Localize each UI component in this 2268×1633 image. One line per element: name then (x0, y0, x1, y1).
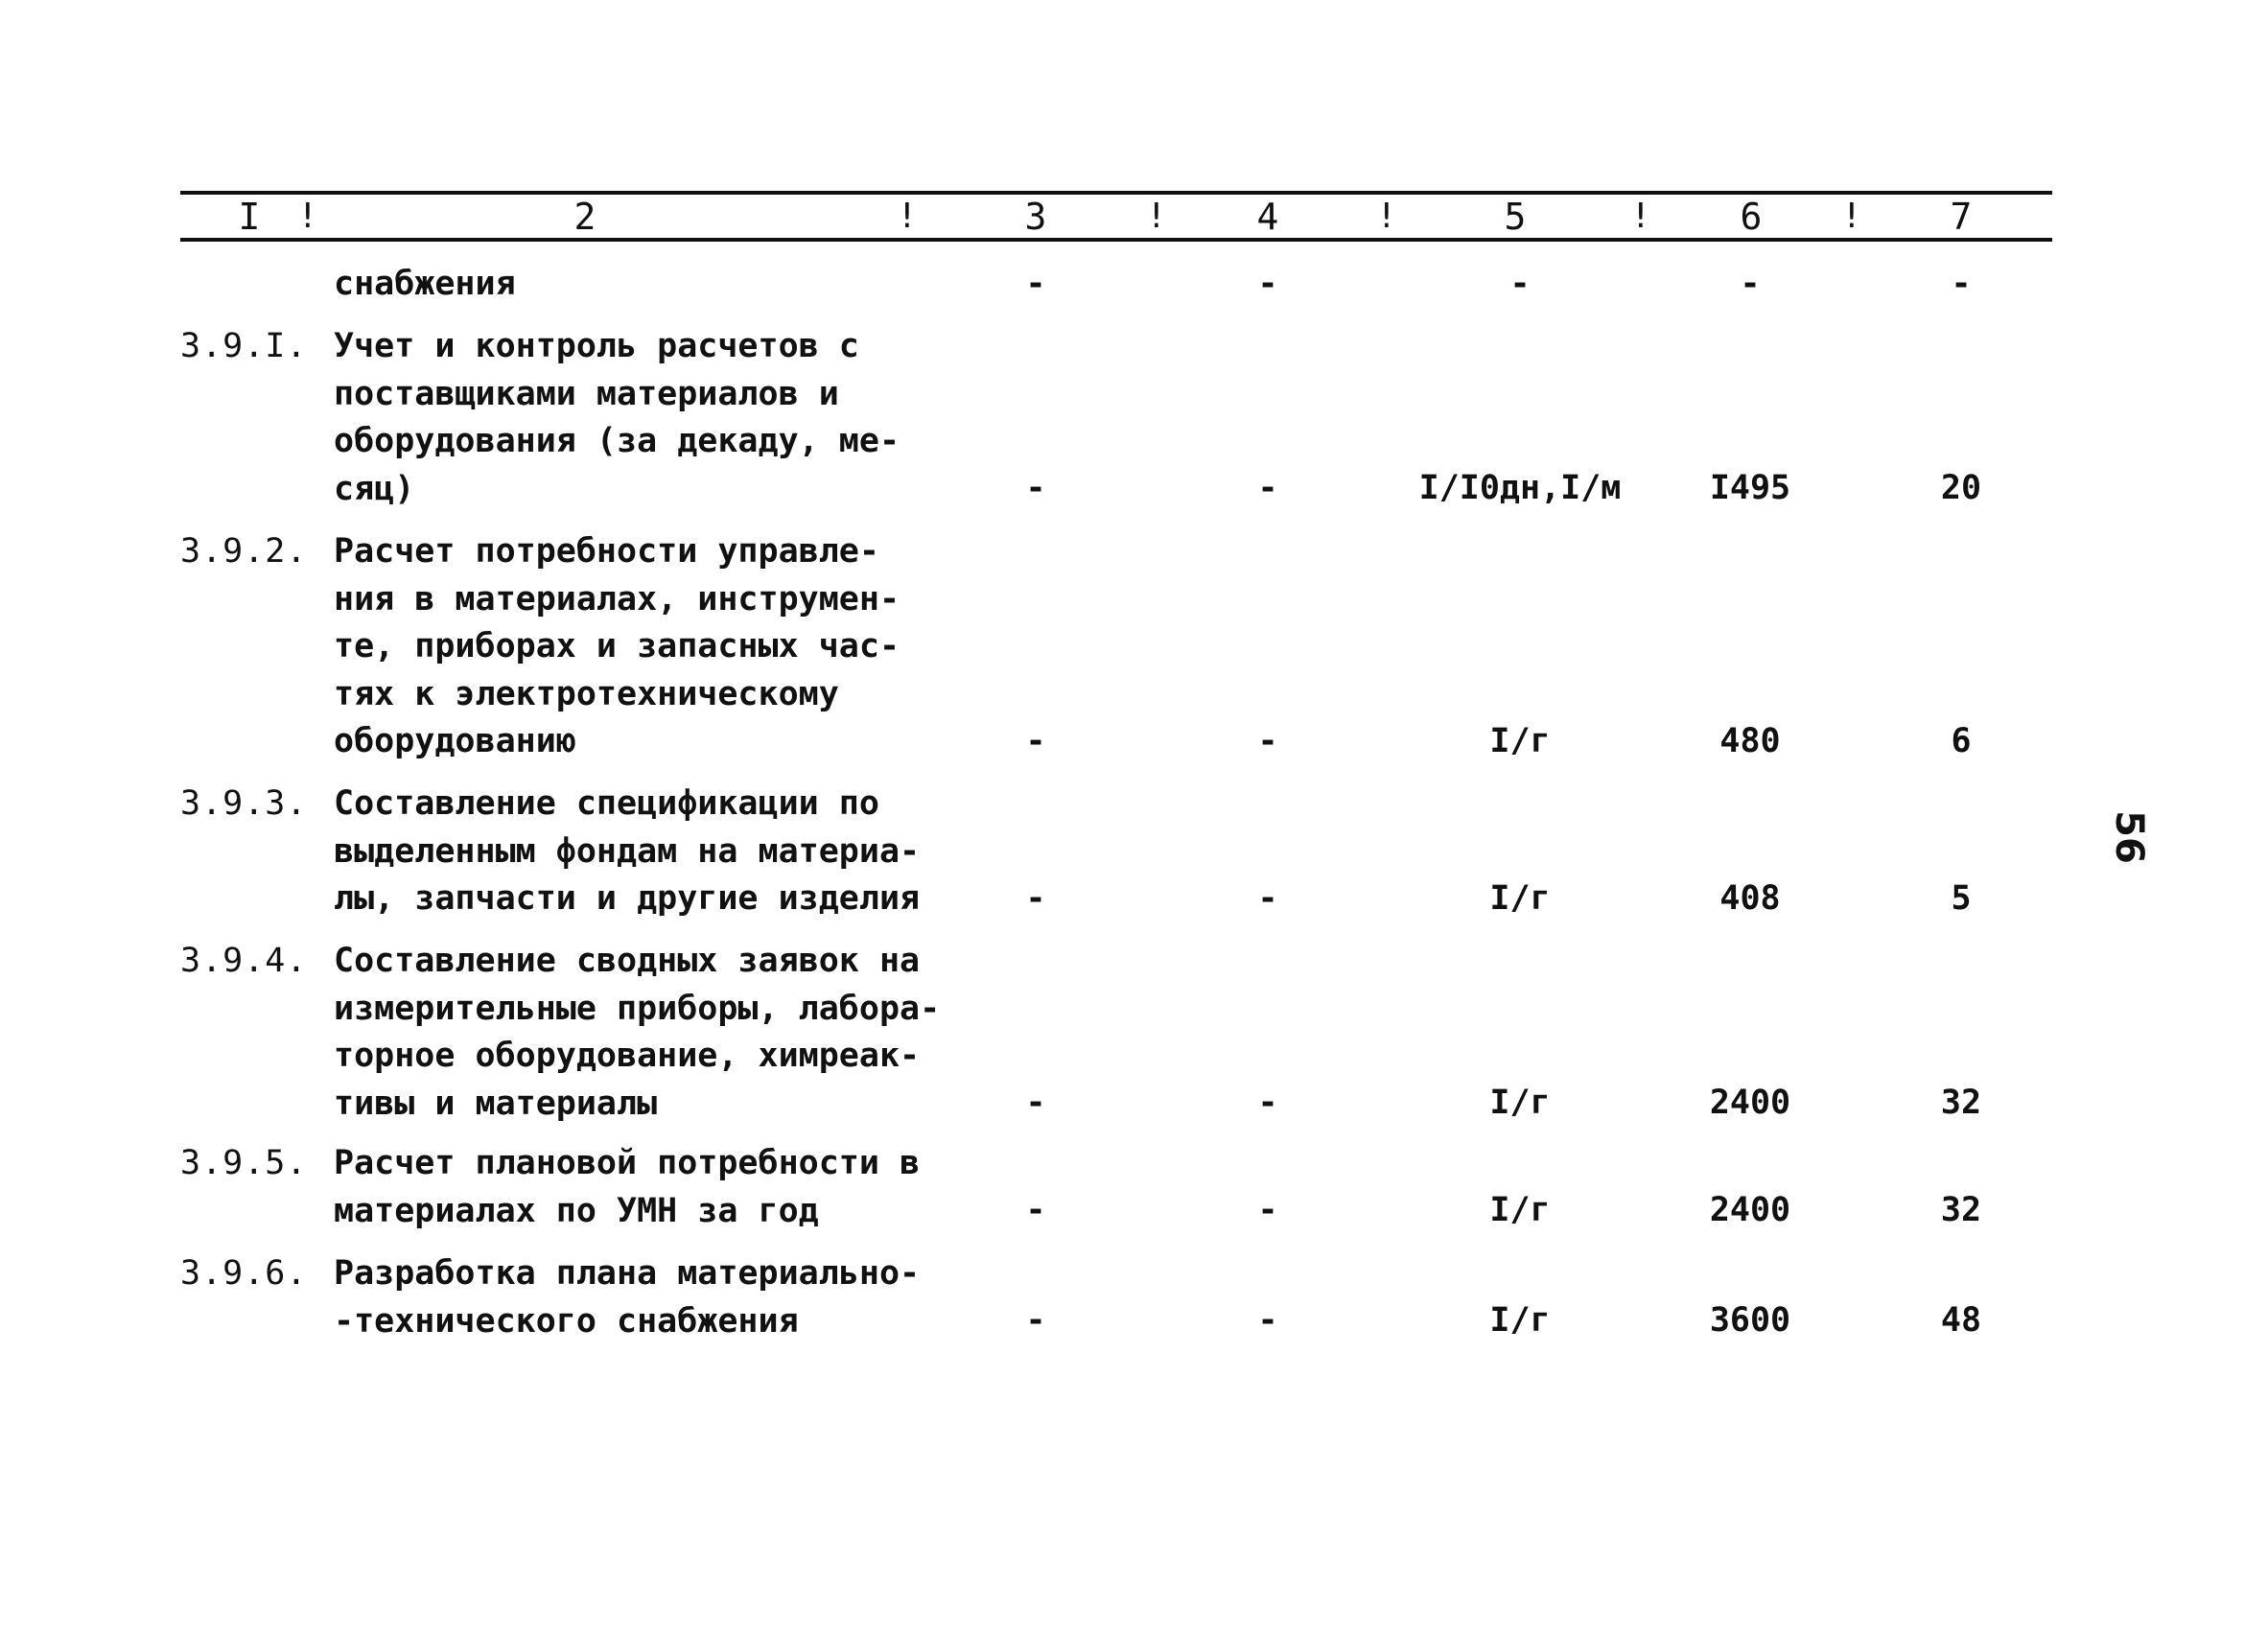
cell-col-6: 408 (1719, 879, 1781, 918)
description-line: ния в материалах, инструмен- (334, 579, 900, 618)
description-line: торное оборудование, химреак- (334, 1037, 921, 1075)
header-separator: ! (1376, 197, 1397, 236)
cell-col-4: - (1257, 879, 1278, 918)
cell-col-3: - (1025, 469, 1046, 507)
row-description (334, 1140, 928, 1235)
row-description (334, 1250, 928, 1345)
cell-col-6: 2400 (1709, 1084, 1791, 1122)
row-number: 3.9.4. (180, 942, 308, 980)
description-line: поставщиками материалов и (334, 374, 839, 413)
row-number: 3.9.2. (180, 532, 308, 571)
cell-col-3: - (1025, 1084, 1046, 1122)
cell-col-4: - (1257, 1084, 1278, 1122)
description-line: Учет и контроль расчетов с (334, 327, 859, 365)
row-description (334, 781, 928, 923)
cell-col-5: I/г (1489, 879, 1551, 918)
cell-col-4: - (1257, 265, 1278, 303)
row-description (334, 938, 941, 1128)
description-line: лы, запчасти и другие изделия (334, 879, 921, 918)
row-description (334, 323, 928, 513)
cell-col-4: - (1257, 1301, 1278, 1340)
header-col-2: 2 (573, 196, 596, 238)
description-line: Расчет плановой потребности в (334, 1144, 921, 1182)
cell-col-6: 480 (1719, 722, 1781, 760)
cell-col-5: - (1509, 265, 1531, 303)
description-line: Составление спецификации по (334, 784, 879, 823)
row-description (334, 528, 928, 766)
cell-col-6: 3600 (1709, 1301, 1791, 1340)
header-col-7: 7 (1950, 196, 1973, 238)
cell-col-3: - (1025, 1301, 1046, 1340)
description-line: те, приборах и запасных час- (334, 627, 900, 665)
description-line: Разработка плана материально- (334, 1254, 921, 1293)
cell-col-5: I/г (1489, 722, 1551, 760)
cell-col-3: - (1025, 265, 1046, 303)
row-number: 3.9.3. (180, 784, 308, 823)
cell-col-7: 6 (1951, 722, 1972, 760)
description-line: оборудования (за декаду, ме- (334, 422, 900, 460)
cell-col-4: - (1257, 1191, 1278, 1229)
description-line: выделенным фондам на материа- (334, 831, 921, 871)
description-line: -технического снабжения (334, 1301, 799, 1341)
cell-col-6: - (1740, 265, 1761, 303)
cell-col-7: 20 (1940, 469, 1982, 507)
cell-col-6: I495 (1709, 469, 1791, 507)
header-col-6: 6 (1740, 196, 1763, 238)
header-separator: ! (1630, 197, 1651, 236)
cell-col-7: - (1951, 265, 1972, 303)
header-col-3: 3 (1024, 196, 1047, 238)
cell-col-5: I/г (1489, 1191, 1551, 1229)
header-col-5: 5 (1504, 196, 1527, 238)
header-separator: ! (297, 197, 318, 236)
cell-col-3: - (1025, 722, 1046, 760)
cell-col-3: - (1025, 1191, 1046, 1229)
header-col-4: 4 (1256, 196, 1279, 238)
cell-col-4: - (1257, 469, 1278, 507)
header-separator: ! (1146, 197, 1167, 236)
cell-col-6: 2400 (1709, 1191, 1791, 1229)
description-line: тях к электротехническому (334, 674, 839, 713)
description-line: материалах по УМН за год (334, 1191, 819, 1230)
description-line: сяц) (334, 469, 415, 508)
row-description (334, 261, 928, 309)
description-line: Расчет потребности управле- (334, 532, 879, 571)
cell-col-5: I/г (1489, 1301, 1551, 1340)
cell-col-5: I/I0дн,I/м (1418, 469, 1622, 507)
description-line: Составление сводных заявок на (334, 942, 921, 980)
cell-col-5: I/г (1489, 1084, 1551, 1122)
header-col-1: I (238, 196, 261, 238)
cell-col-7: 32 (1940, 1084, 1982, 1122)
row-number: 3.9.I. (180, 327, 308, 365)
cell-col-3: - (1025, 879, 1046, 918)
table-header-rule (180, 238, 2052, 242)
table-top-rule (180, 191, 2052, 195)
description-line: снабжения (334, 265, 516, 303)
cell-col-7: 32 (1940, 1191, 1982, 1229)
description-line: измерительные приборы, лабора- (334, 989, 941, 1028)
page-number: 56 (2107, 810, 2151, 864)
header-separator: ! (1841, 197, 1862, 236)
description-line: тивы и материалы (334, 1084, 658, 1123)
cell-col-7: 5 (1951, 879, 1972, 918)
cell-col-4: - (1257, 722, 1278, 760)
row-number: 3.9.6. (180, 1254, 308, 1293)
header-separator: ! (897, 197, 918, 236)
cell-col-7: 48 (1940, 1301, 1982, 1340)
description-line: оборудованию (334, 722, 576, 760)
row-number: 3.9.5. (180, 1144, 308, 1182)
